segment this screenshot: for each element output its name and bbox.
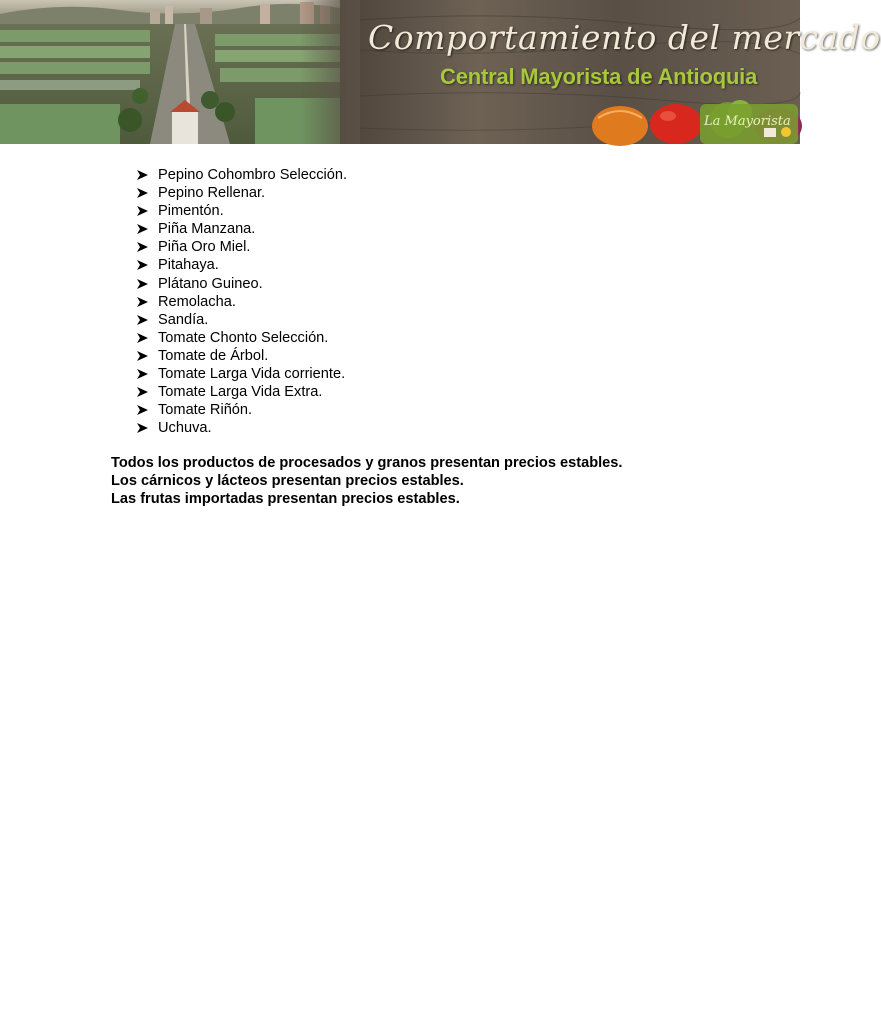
arrow-bullet-icon	[137, 311, 158, 325]
arrow-bullet-icon	[137, 365, 158, 379]
arrow-bullet-icon	[137, 329, 158, 343]
list-item	[137, 419, 347, 437]
product-name: Pimentón.	[158, 203, 224, 220]
product-name: Sandía.	[158, 311, 209, 328]
arrow-bullet-icon	[137, 220, 158, 234]
product-name: Tomate Larga Vida corriente.	[158, 366, 346, 383]
arrow-bullet-icon	[137, 401, 158, 415]
la-mayorista-logo: La Mayorista	[704, 114, 791, 129]
product-name: Piña Oro Miel.	[158, 239, 251, 256]
report-title: Comportamiento del mercado	[368, 18, 881, 57]
product-name: Pepino Rellenar.	[158, 185, 266, 202]
list-item	[137, 202, 347, 220]
list-item	[137, 329, 347, 347]
product-name: Pitahaya.	[158, 257, 219, 274]
product-name: Uchuva.	[158, 420, 212, 437]
product-name: Tomate Chonto Selección.	[158, 329, 329, 346]
list-item	[137, 220, 347, 238]
list-item	[137, 293, 347, 311]
arrow-bullet-icon	[137, 202, 158, 216]
arrow-bullet-icon	[137, 256, 158, 270]
summary-meat-dairy: Los cárnicos y lácteos presentan precios estables.	[111, 473, 464, 490]
list-item	[137, 184, 347, 202]
list-item	[137, 347, 347, 365]
arrow-bullet-icon	[137, 347, 158, 361]
product-name: Plátano Guineo.	[158, 275, 263, 292]
summary-block	[111, 454, 622, 509]
list-item	[137, 383, 347, 401]
summary-imported-fruits: Las frutas importadas presentan precios estables.	[111, 491, 460, 508]
list-item	[137, 256, 347, 274]
list-item	[137, 166, 347, 184]
product-name: Pepino Cohombro Selección.	[158, 167, 348, 183]
summary-processed-grains: Todos los productos de procesados y granos presentan precios estables.	[111, 455, 623, 471]
product-name: Tomate Larga Vida Extra.	[158, 384, 323, 401]
product-name: Tomate de Árbol.	[158, 347, 269, 364]
list-item	[137, 365, 347, 383]
list-item	[137, 311, 347, 329]
list-item	[137, 238, 347, 256]
arrow-bullet-icon	[137, 419, 158, 433]
arrow-bullet-icon	[137, 184, 158, 198]
arrow-bullet-icon	[137, 383, 158, 397]
arrow-bullet-icon	[137, 275, 158, 289]
product-name: Remolacha.	[158, 293, 236, 310]
report-subtitle: Central Mayorista de Antioquia	[440, 64, 758, 89]
arrow-bullet-icon	[137, 293, 158, 307]
arrow-bullet-icon	[137, 166, 158, 180]
product-list	[137, 166, 347, 437]
list-item	[137, 401, 347, 419]
product-name: Tomate Riñón.	[158, 402, 253, 419]
product-name: Piña Manzana.	[158, 221, 256, 238]
header-banner	[0, 0, 881, 144]
arrow-bullet-icon	[137, 238, 158, 252]
list-item	[137, 275, 347, 293]
